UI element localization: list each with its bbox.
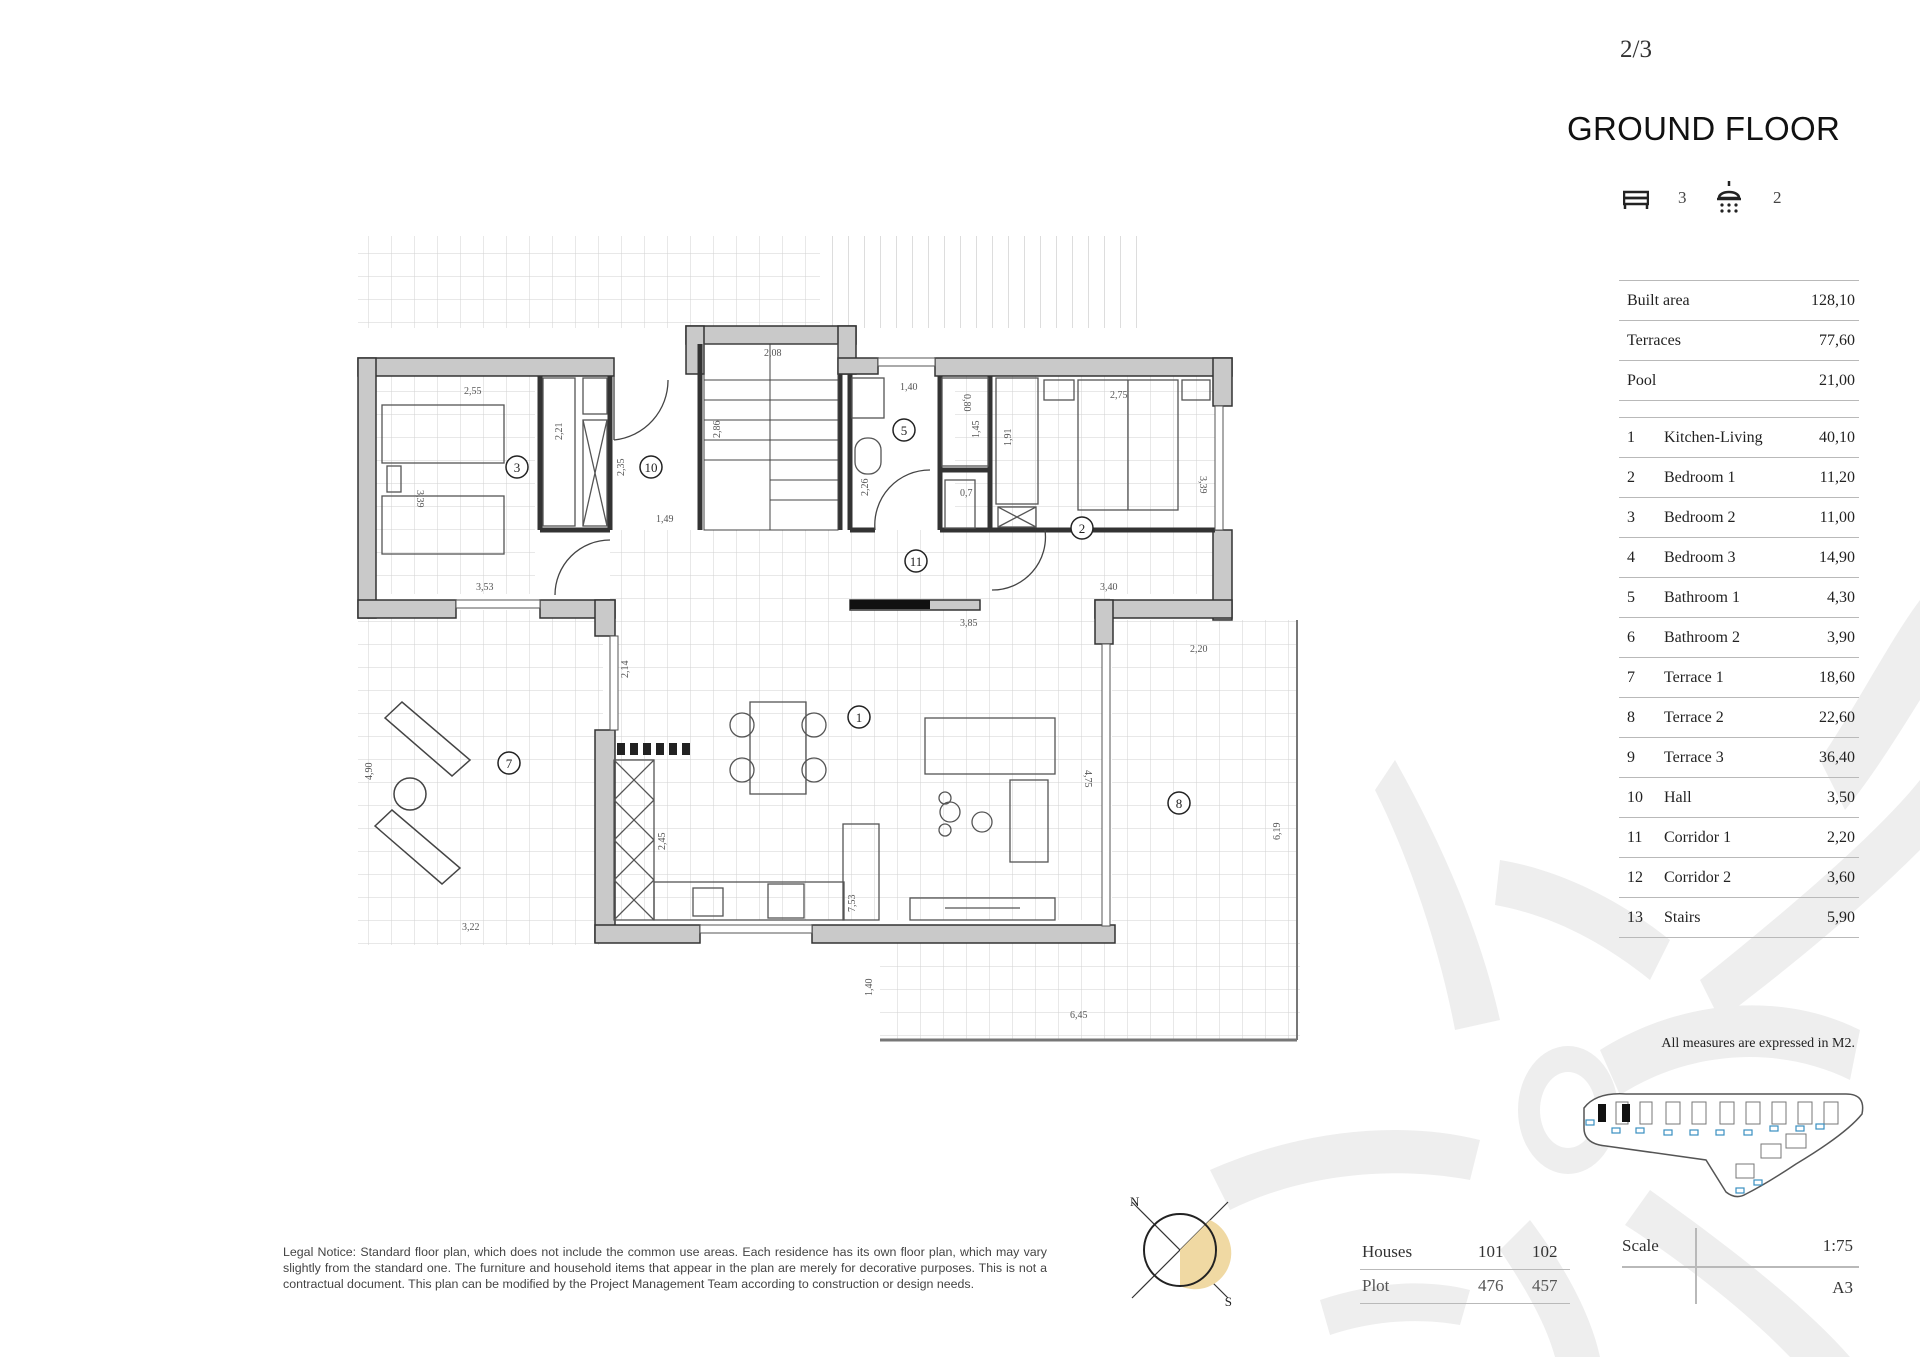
room-num: 10 — [644, 460, 658, 475]
terrace-7-floor — [358, 610, 603, 945]
dim-label: 0,7 — [960, 488, 973, 499]
room-row: 3 Bedroom 2 11,00 — [1619, 498, 1859, 538]
dim-label: 1,91 — [1003, 428, 1014, 446]
page-indicator: 2/3 — [1620, 36, 1652, 63]
room-row: 6 Bathroom 2 3,90 — [1619, 618, 1859, 658]
dim-label: 3,53 — [476, 582, 494, 593]
highlight-house-102 — [1622, 1104, 1630, 1122]
dim-label: 2,35 — [616, 458, 627, 476]
compass-north: N — [1130, 1194, 1140, 1209]
dim-label: 1,49 — [656, 514, 674, 525]
compass-south: S — [1224, 1294, 1232, 1308]
dim-label: 4,90 — [364, 762, 375, 780]
room-num: 11 — [909, 554, 923, 569]
floor-title: GROUND FLOOR — [1567, 110, 1841, 147]
room-counts — [1620, 180, 1790, 216]
dim-label: 1,40 — [900, 382, 918, 393]
room-row: 9 Terrace 3 36,40 — [1619, 738, 1859, 778]
paper-size: A3 — [1832, 1278, 1853, 1297]
dim-label: 2,20 — [1190, 644, 1208, 655]
scale-value: 1:75 — [1822, 1236, 1853, 1255]
summary-row: Pool 21,00 — [1619, 361, 1859, 401]
dim-label: 2,55 — [464, 386, 482, 397]
dim-label: 3,39 — [1197, 476, 1208, 494]
dim-label: 0,80 — [961, 394, 972, 412]
dim-label: 7,53 — [847, 894, 858, 912]
summary-row: Terraces 77,60 — [1619, 321, 1859, 361]
bedrooms-count: 3 — [1678, 188, 1687, 207]
dim-label: 3,85 — [960, 618, 978, 629]
room-row: 1 Kitchen-Living 40,10 — [1619, 417, 1859, 458]
site-location-map — [1576, 1084, 1866, 1200]
room-num: 1 — [855, 710, 863, 725]
room-row: 12 Corridor 2 3,60 — [1619, 858, 1859, 898]
dim-label: 2,75 — [1110, 390, 1128, 401]
dim-label: 1,40 — [864, 978, 875, 996]
scale-box — [1622, 1228, 1859, 1304]
room-row: 13 Stairs 5,90 — [1619, 898, 1859, 938]
room-row: 4 Bedroom 3 14,90 — [1619, 538, 1859, 578]
dim-label: 2,21 — [554, 422, 565, 440]
houses-header-row: Houses 101 102 — [1360, 1236, 1570, 1270]
dim-label: 1,45 — [971, 420, 982, 438]
room-row: 11 Corridor 1 2,20 — [1619, 818, 1859, 858]
bed-icon — [1623, 190, 1649, 210]
staircase — [704, 344, 838, 530]
room-row: 7 Terrace 1 18,60 — [1619, 658, 1859, 698]
highlight-house-101 — [1598, 1104, 1606, 1122]
room-row: 5 Bathroom 1 4,30 — [1619, 578, 1859, 618]
room-num: 2 — [1078, 521, 1086, 536]
dim-label: 2,08 — [764, 348, 782, 359]
room-num: 5 — [900, 423, 908, 438]
room-num: 7 — [505, 756, 513, 771]
shower-icon — [1716, 180, 1742, 216]
measures-note: All measures are expressed in M2. — [1661, 1036, 1855, 1051]
room-num: 8 — [1175, 796, 1183, 811]
dim-label: 2,14 — [620, 660, 631, 678]
dim-label: 6,45 — [1070, 1010, 1088, 1021]
dim-label: 4,75 — [1082, 770, 1093, 788]
dim-label: 6,19 — [1272, 822, 1283, 840]
areas-table — [1619, 280, 1859, 938]
room-row: 2 Bedroom 1 11,20 — [1619, 458, 1859, 498]
dim-label: 2,45 — [657, 832, 668, 850]
dim-label: 3,22 — [462, 922, 480, 933]
room-num: 3 — [513, 460, 521, 475]
dim-label: 3,39 — [414, 490, 425, 508]
summary-row: Built area 128,10 — [1619, 280, 1859, 321]
dim-label: 3,40 — [1100, 582, 1118, 593]
houses-plot-row: Plot 476 457 — [1360, 1270, 1570, 1304]
room-row: 10 Hall 3,50 — [1619, 778, 1859, 818]
dim-label: 2,26 — [860, 478, 871, 496]
legal-notice: Legal Notice: Standard floor plan, which does not include the common use areas. Each residence has its own floor plan, which may vary slightly from the standard one. The furniture and household items that appear in the plan are merely for decorative purposes. This is not a contractual document. This plan can be modified by the Project Management Team according to construction or design needs. — [283, 1245, 1047, 1291]
dim-label: 2,86 — [712, 420, 723, 438]
bathrooms-count: 2 — [1773, 188, 1782, 207]
houses-table — [1360, 1236, 1570, 1304]
scale-label: Scale — [1622, 1236, 1659, 1255]
compass-rose — [1122, 1192, 1238, 1308]
room-row: 8 Terrace 2 22,60 — [1619, 698, 1859, 738]
